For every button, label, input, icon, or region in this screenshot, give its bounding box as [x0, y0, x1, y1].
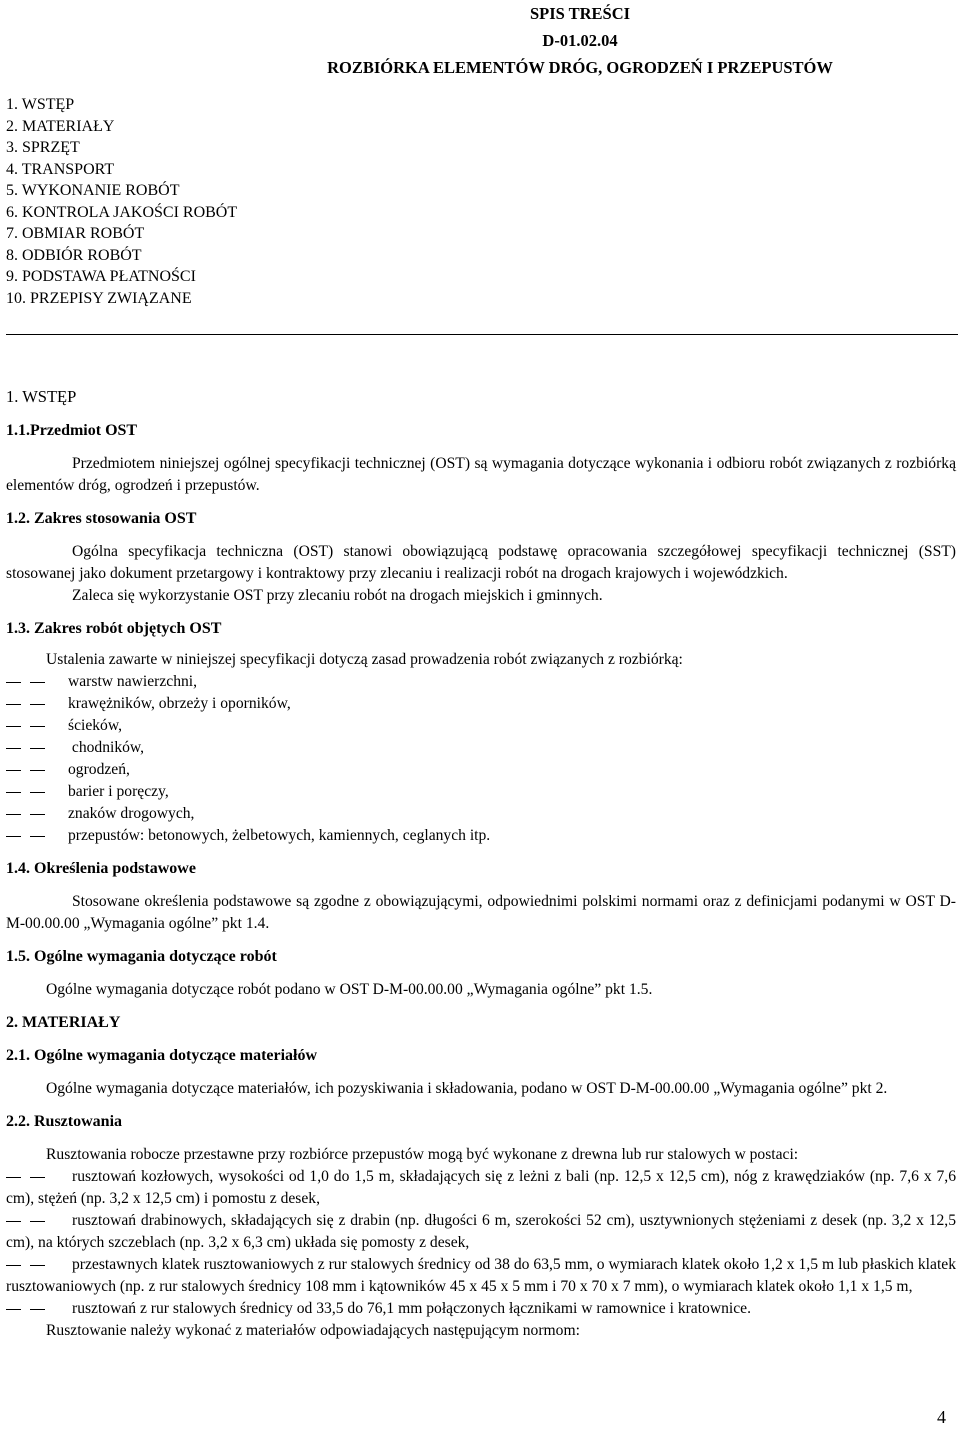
spec-subtitle: ROZBIÓRKA ELEMENTÓW DRÓG, OGRODZEŃ I PRZEPUSTÓW	[327, 58, 833, 77]
section-heading: 2. MATERIAŁY	[6, 1014, 121, 1031]
toc-item: 3. SPRZĘT	[6, 139, 80, 156]
list-item: barier i poręczy,	[68, 783, 169, 800]
subsection-heading: 1.1.Przedmiot OST	[6, 422, 138, 439]
paragraph: Ogólne wymagania dotyczące materiałów, ich pozyskiwania i składowania, podano w OST D-M-00.00.00 „Wymagania ogólne” pkt 2.	[46, 1080, 888, 1097]
subsection-heading: 1.3. Zakres robót objętych OST	[6, 620, 222, 637]
section-heading: 1. WSTĘP	[6, 387, 77, 406]
list-item: ogrodzeń,	[68, 761, 130, 778]
paragraph: Ogólne wymagania dotyczące robót podano w OST D-M-00.00.00 „Wymagania ogólne” pkt 1.5.	[46, 981, 653, 998]
paragraph: Przedmiotem niniejszej ogólnej specyfikacji technicznej (OST) są wymagania dotyczące wykonania i odbioru robót związanych z rozbiórką elementów dróg, ogrodzeń i przepustów.	[6, 455, 956, 494]
toc-item: 10. PRZEPISY ZWIĄZANE	[6, 289, 192, 307]
document-header	[206, 0, 954, 81]
toc-item: 6. KONTROLA JAKOŚCI ROBÓT	[6, 203, 238, 221]
list-item: przestawnych klatek rusztowaniowych z rur stalowych średnicy od 38 do 63,5 mm, o wymiarach klatek około 1,2 x 1,5 m lub płaskich klatek rusztowaniowych (np. z rur stalowych średnicy 108 mm i kątowników 45 x 45 x 5 mm i 70 x 70 x 7 mm), o wymiarach klatek około 1,1 x 1,5 m,	[6, 1256, 956, 1295]
list-item: rusztowań z rur stalowych średnicy od 33,5 do 76,1 mm połączonych łącznikami w ramownice i kratownice.	[72, 1300, 751, 1317]
subsection-heading: 1.4. Określenia podstawowe	[6, 860, 196, 877]
document-body	[6, 386, 956, 1342]
page-number: 4	[937, 1407, 946, 1427]
toc-item: 5. WYKONANIE ROBÓT	[6, 182, 180, 199]
subsection-heading: 2.1. Ogólne wymagania dotyczące materiałów	[6, 1047, 318, 1064]
table-of-contents	[6, 94, 954, 309]
toc-item: 7. OBMIAR ROBÓT	[6, 225, 145, 242]
toc-item: 8. ODBIÓR ROBÓT	[6, 246, 142, 264]
toc-item: 9. PODSTAWA PŁATNOŚCI	[6, 268, 196, 285]
subsection-heading: 1.5. Ogólne wymagania dotyczące robót	[6, 948, 277, 965]
paragraph: Ustalenia zawarte w niniejszej specyfikacji dotyczą zasad prowadzenia robót związanych z rozbiórką:	[46, 651, 683, 668]
list-item: chodników,	[68, 739, 145, 756]
list-item: krawężników, obrzeży i oporników,	[68, 695, 291, 712]
paragraph: Stosowane określenia podstawowe są zgodne z obowiązującymi, odpowiednimi polskimi normami oraz z definicjami podanymi w OST D-M-00.00.00 „Wymagania ogólne” pkt 1.4.	[6, 893, 956, 932]
subsection-heading: 1.2. Zakres stosowania OST	[6, 510, 197, 527]
paragraph: Rusztowanie należy wykonać z materiałów odpowiadających następującym normom:	[46, 1322, 580, 1339]
list-item: znaków drogowych,	[68, 805, 195, 822]
list-item: ścieków,	[68, 717, 122, 734]
page-title: SPIS TREŚCI	[529, 4, 631, 23]
paragraph: Zaleca się wykorzystanie OST przy zlecaniu robót na drogach miejskich i gminnych.	[72, 587, 603, 604]
horizontal-divider	[6, 334, 958, 335]
list-item: rusztowań drabinowych, składających się z drabin (np. długości 6 m, szerokości 52 cm), usztywnionych stężeniami z desek (np. 3,2 x 12,5 cm), na których szczeblach (np. 3,2 x 6,3 cm) układa się pomosty z desek,	[6, 1212, 956, 1251]
list-item: przepustów: betonowych, żelbetowych, kamiennych, ceglanych itp.	[68, 827, 491, 844]
toc-item: 4. TRANSPORT	[6, 160, 115, 178]
toc-item: 2. MATERIAŁY	[6, 117, 115, 135]
paragraph: Rusztowania robocze przestawne przy rozbiórce przepustów mogą być wykonane z drewna lub rur stalowych w postaci:	[46, 1146, 799, 1163]
paragraph: Ogólna specyfikacja techniczna (OST) stanowi obowiązującą podstawę opracowania szczegółowej specyfikacji technicznej (SST) stosowanej jako dokument przetargowy i kontraktowy przy zlecaniu i realizacji robót na drogach krajowych i wojewódzkich.	[6, 543, 956, 582]
list-item: warstw nawierzchni,	[68, 673, 198, 690]
document-page	[6, 0, 956, 1427]
toc-item: 1. WSTĘP	[6, 96, 75, 113]
subsection-heading: 2.2. Rusztowania	[6, 1113, 123, 1130]
list-item: rusztowań kozłowych, wysokości od 1,0 do 1,5 m, składających się z leżni z bali (np. 12,5 x 12,5 cm), nóg z krawędziaków (np. 7,6 x 7,6 cm), stężeń (np. 3,2 x 12,5 cm) i pomostu z desek,	[6, 1168, 956, 1207]
spec-code: D-01.02.04	[542, 31, 618, 50]
